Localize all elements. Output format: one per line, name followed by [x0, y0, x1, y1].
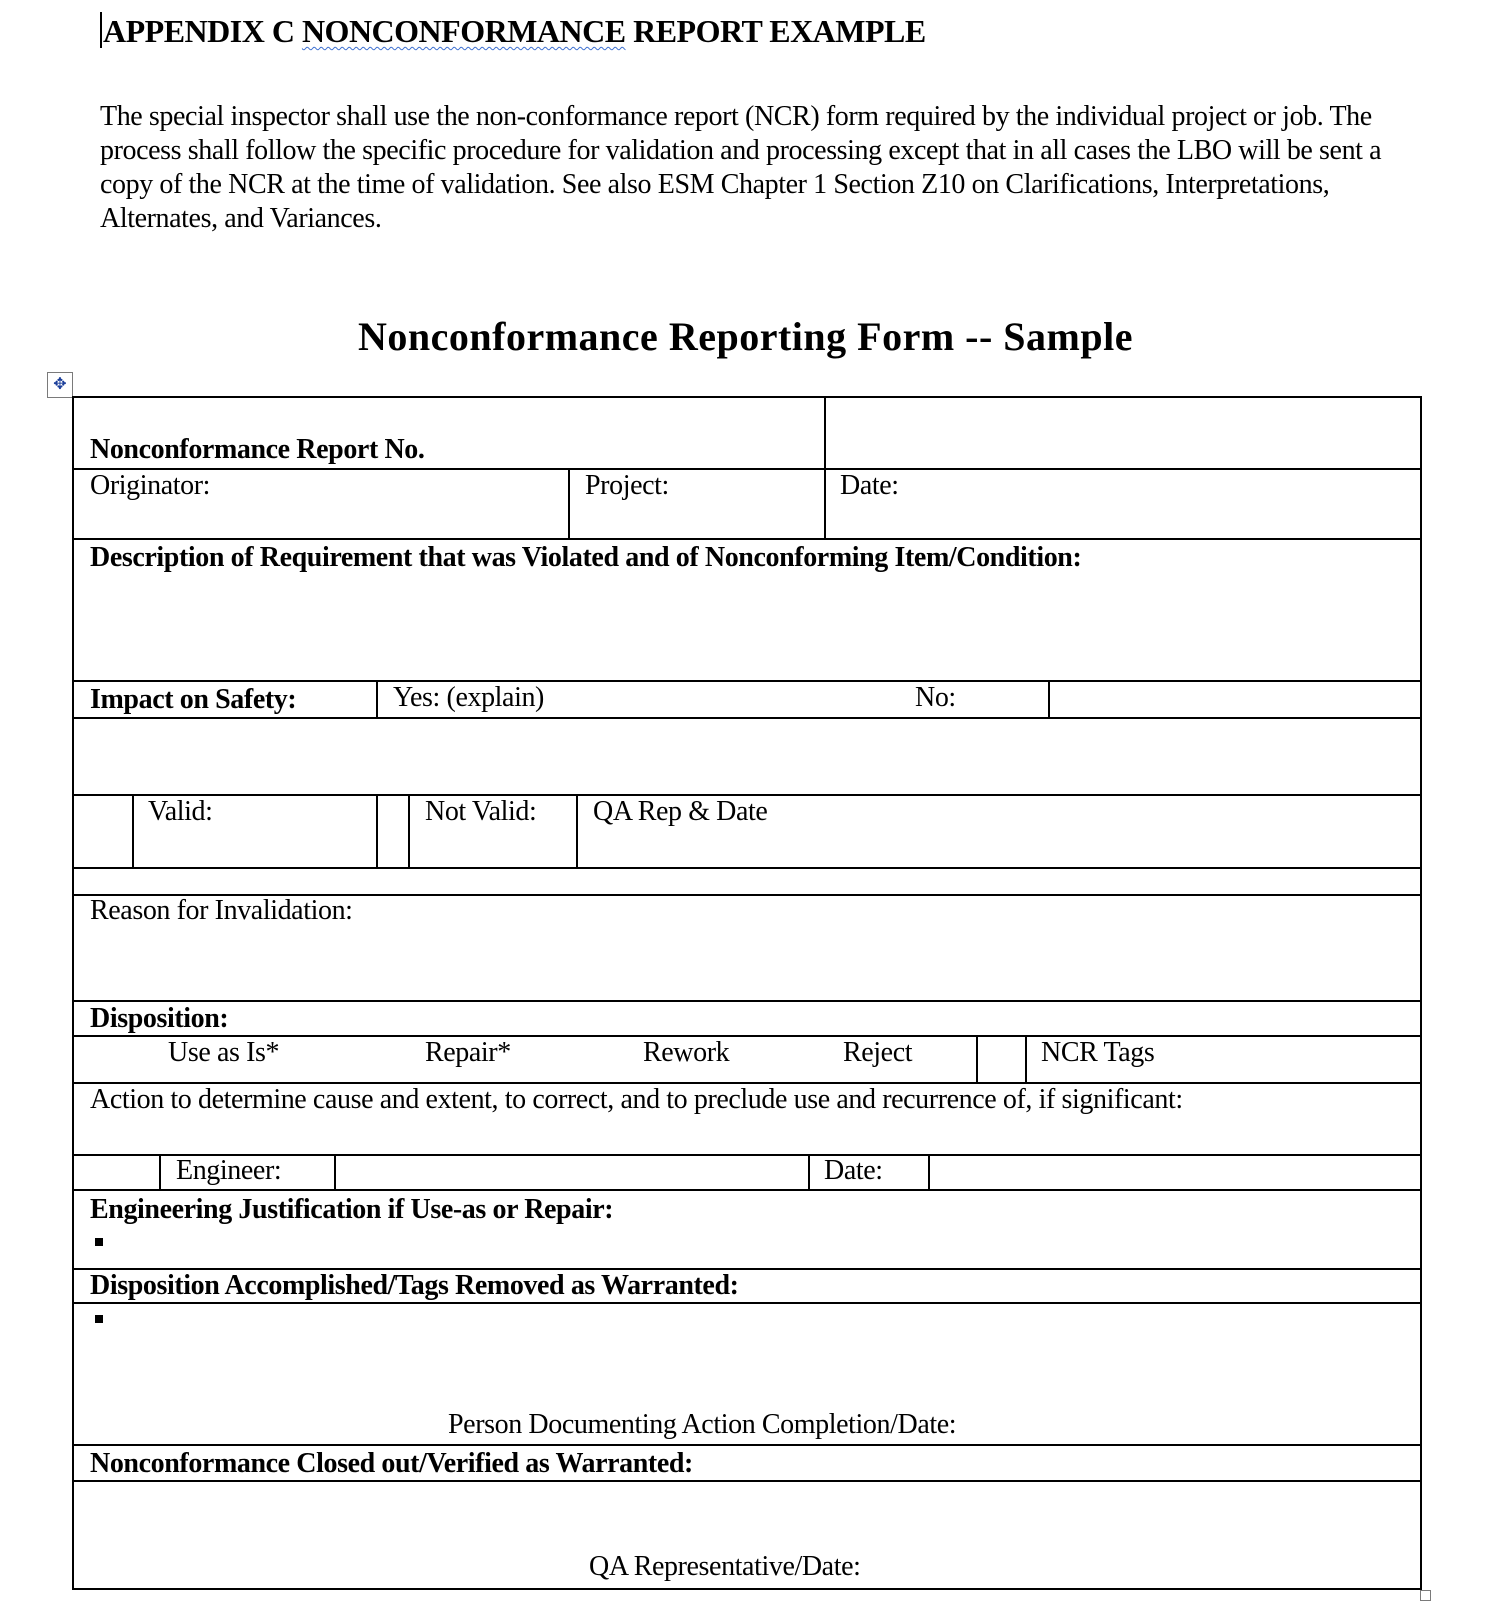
- heading-underlined-word: NONCONFORMANCE: [301, 13, 626, 49]
- form-title: Nonconformance Reporting Form -- Sample: [358, 314, 1133, 359]
- qa-rep-date-label: QA Rep & Date: [593, 796, 768, 827]
- engineer-date-label: Date:: [824, 1155, 883, 1186]
- disposition-accomplished-label: Disposition Accomplished/Tags Removed as Warranted:: [90, 1270, 739, 1301]
- disposition-option-rework: Rework: [643, 1037, 730, 1068]
- heading-prefix: APPENDIX C: [103, 13, 302, 49]
- disposition-option-reject: Reject: [843, 1037, 913, 1068]
- impact-no-label: No:: [915, 682, 956, 713]
- impact-safety-label: Impact on Safety:: [90, 684, 297, 715]
- row-line: [72, 717, 1422, 719]
- date-label: Date:: [840, 470, 899, 501]
- appendix-heading: [100, 12, 926, 50]
- col-line: [408, 794, 410, 869]
- disposition-option-ncr-tags: NCR Tags: [1041, 1037, 1155, 1068]
- col-line: [1025, 1035, 1027, 1084]
- bullet-marker: [95, 1238, 103, 1246]
- col-line: [132, 794, 134, 869]
- heading-suffix: REPORT EXAMPLE: [625, 13, 926, 49]
- row-line: [72, 538, 1422, 540]
- report-no-label: Nonconformance Report No.: [90, 434, 425, 465]
- impact-yes-label: Yes: (explain): [393, 682, 544, 713]
- description-label: Description of Requirement that was Violated and of Nonconforming Item/Condition:: [90, 542, 1082, 573]
- col-line: [976, 1035, 978, 1084]
- row-line: [72, 468, 1422, 470]
- action-label: Action to determine cause and extent, to correct, and to preclude use and recurrence of, if significant:: [90, 1084, 1183, 1115]
- eng-justification-label: Engineering Justification if Use-as or Repair:: [90, 1194, 614, 1225]
- engineer-label: Engineer:: [176, 1155, 282, 1186]
- qa-representative-label: QA Representative/Date:: [589, 1551, 861, 1582]
- closed-out-label: Nonconformance Closed out/Verified as Warranted:: [90, 1448, 693, 1479]
- disposition-option-use-as-is: Use as Is*: [168, 1037, 280, 1068]
- col-line: [376, 794, 378, 869]
- row-line: [72, 1189, 1422, 1191]
- row-line: [72, 1444, 1422, 1446]
- reason-invalidation-label: Reason for Invalidation:: [90, 895, 353, 926]
- row-line: [72, 1480, 1422, 1482]
- row-line: [72, 680, 1422, 682]
- not-valid-label: Not Valid:: [425, 796, 537, 827]
- row-line: [72, 1000, 1422, 1002]
- row-line: [72, 867, 1422, 869]
- move-icon: ✥: [53, 374, 67, 393]
- table-resize-handle[interactable]: [1420, 1590, 1431, 1601]
- person-documenting-label: Person Documenting Action Completion/Date:: [448, 1409, 957, 1440]
- bullet-marker: [95, 1315, 103, 1323]
- col-line: [808, 1154, 810, 1191]
- text-cursor: [100, 12, 102, 48]
- table-border-bottom: [72, 1588, 1422, 1590]
- disposition-label: Disposition:: [90, 1003, 229, 1034]
- col-line: [376, 680, 378, 719]
- col-line: [568, 468, 570, 540]
- col-line: [824, 396, 826, 540]
- intro-paragraph: The special inspector shall use the non-conformance report (NCR) form required by the individual project or job. The process shall follow the specific procedure for validation and processing except that in all cases the LBO will be sent a copy of the NCR at the time of validation. See also ESM Chapter 1 Section Z10 on Clarifications, Interpretations, Alternates, and Variances.: [100, 101, 1382, 234]
- table-move-handle[interactable]: [47, 372, 73, 398]
- col-line: [928, 1154, 930, 1191]
- col-line: [1048, 680, 1050, 719]
- col-line: [334, 1154, 336, 1191]
- table-border-right: [1420, 396, 1422, 1590]
- table-border-top: [72, 396, 1422, 398]
- table-border-left: [72, 396, 74, 1590]
- disposition-option-repair: Repair*: [425, 1037, 511, 1068]
- row-line: [72, 1302, 1422, 1304]
- project-label: Project:: [585, 470, 669, 501]
- valid-label: Valid:: [148, 796, 213, 827]
- originator-label: Originator:: [90, 470, 211, 501]
- col-line: [159, 1154, 161, 1191]
- col-line: [576, 794, 578, 869]
